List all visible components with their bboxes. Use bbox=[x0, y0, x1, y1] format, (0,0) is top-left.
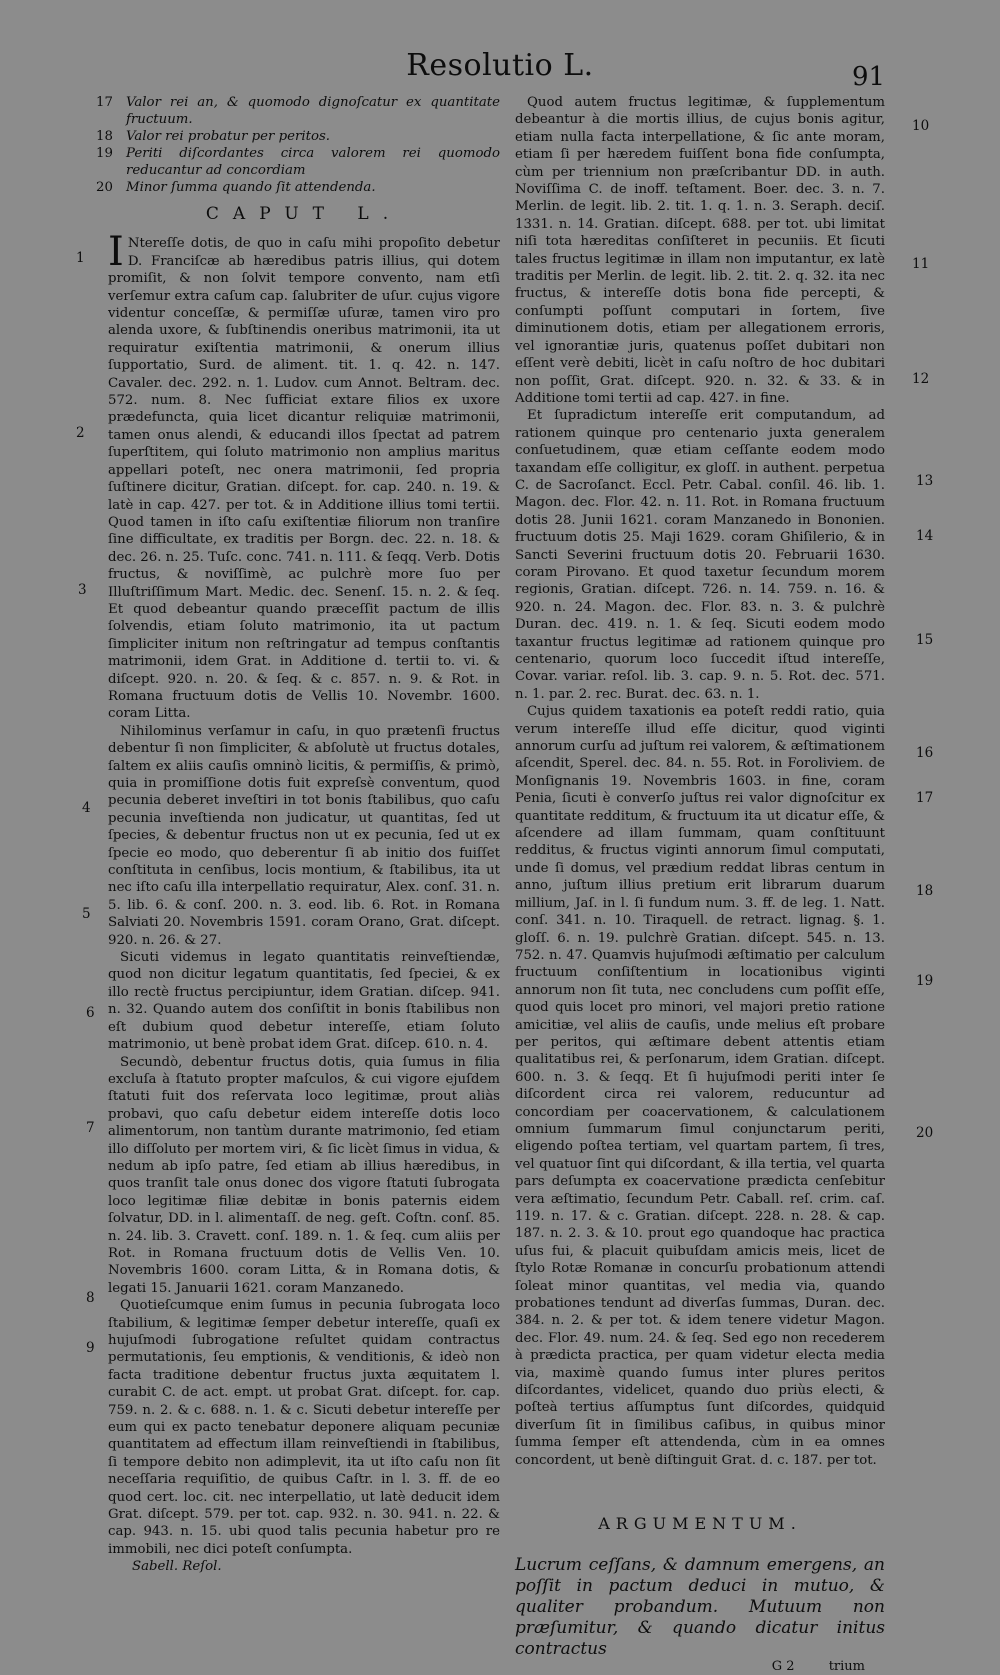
margin-number: 4 bbox=[82, 800, 91, 816]
margin-number: 5 bbox=[82, 906, 91, 922]
running-title: Resolutio L. bbox=[406, 48, 594, 83]
paragraph: Nihilominus verſamur in caſu, in quo prætenſi fructus debentur ſi non ſimpliciter, & abſolutè ut fructus dotales, ſaltem ex aliis cauſis omninò licitis, & permiſſis, & primò, quia in promiſſione dotis fuit expreſsè conventum, quod pecunia deberet inveſtiri in tot bonis ſtabilibus, quo caſu pecunia inveſtienda non judicatur, ut quantitas, ſed ut ſpecies, & debentur fructus non ut ex pecunia, ſed ut ex ſpecie eo modo, quo deberentur ſi ab initio dos fuiſſet conſtituta in cenſibus, locis montium, & ſtabilibus, ita ut nec iſto caſu illa interpellatio requiratur, Alex. conſ. 31. n. 5. lib. 6. & conſ. 200. n. 3. eod. lib. 6. Rot. in Romana Salviati 20. Novembris 1591. coram Orano, Grat. diſcept. 920. n. 26. & 27. bbox=[108, 723, 500, 948]
margin-number: 20 bbox=[916, 1125, 934, 1141]
summary-item bbox=[96, 179, 500, 196]
summary-number: 20 bbox=[96, 180, 113, 195]
catchword-line bbox=[515, 1658, 885, 1675]
paragraph: Quotieſcumque enim ſumus in pecunia ſubrogata loco ſtabilium, & legitimæ ſemper debetur intereſſe, quaſi ex hujuſmodi ſubrogatione reſultet quidam contractus permutationis, ſeu emptionis, & venditionis, & ideò non facta traditione debentur fructus juxta æquitatem l. curabit C. de act. empt. ut probat Grat. diſcept. for. cap. 759. n. 2. & c. 688. n. 1. & c. Sicuti debetur intereſſe per eum qui ex pacto tenebatur deponere aliquam pecuniæ quantitatem ad effectum illam reinveſtiendi in ſtabilibus, ſi tempore debito non adimplevit, ita ut iſto caſu non ſit neceſſaria requiſitio, de quibus Caſtr. in l. 3. ff. de eo quod cert. loc. cit. nec interpellatio, ut latè deducit idem Grat. diſcept. 579. per tot. cap. 932. n. 30. 941. n. 22. & cap. 943. n. 15. ubi quod talis pecunia habetur pro re immobili, nec dici poteſt conſumpta. bbox=[108, 1298, 500, 1557]
margin-number: 2 bbox=[76, 425, 85, 441]
paragraph: Quod autem fructus legitimæ, & ſupplementum debeantur à die mortis illius, de cujus bonis agitur, etiam nulla facta interpellatione, & ſic ante moram, etiam ſi per hæredem fuiſſent bona fide conſumpta, cùm per triennium non præſcribantur DD. in auth. Noviſſima C. de inoff. teſtament. Boer. dec. 3. n. 7. Merlin. de legit. lib. 2. tit. 1. q. 1. n. 3. Seraph. deciſ. 1331. n. 14. Gratian. diſcept. 688. per tot. ubi limitat niſi tota hæreditas conſiſteret in pecuniis. Et ſicuti tales fructus legitimæ in illam non imputantur, ex latè traditis per Merlin. de legit. lib. 2. tit. 2. q. 32. ita nec fructus, & intereſſe dotis bona fide percepti, & conſumpti poſſunt computari in ſortem, ſive diminutionem dotis, etiam per allegationem erroris, vel ignorantiæ juris, quatenus poſſet dubitari non eſſent verè debiti, licèt in caſu noſtro de hoc dubitari non poſſit, Grat. diſcept. 920. n. 32. & 33. & in Additione tomi tertii ad cap. 427. in fine. bbox=[515, 95, 885, 406]
summary-number: 18 bbox=[96, 129, 113, 144]
margin-number: 1 bbox=[76, 250, 85, 266]
margin-number: 19 bbox=[916, 973, 934, 989]
margin-number: 6 bbox=[86, 1005, 95, 1021]
chapter-heading: CAPUT L. bbox=[205, 204, 403, 224]
argument-text: Lucrum ceſſans, & damnum emergens, an poſſit in pactum deduci in mutuo, & qualiter probandum. Mutuum non præſumitur, & quando dicatur initus contractus bbox=[515, 1554, 885, 1659]
margin-number: 8 bbox=[86, 1290, 95, 1306]
margin-number: 13 bbox=[916, 473, 934, 489]
signature-mark: G 2 bbox=[771, 1658, 795, 1674]
chapter-summary bbox=[96, 94, 500, 196]
summary-item bbox=[96, 128, 500, 145]
right-column bbox=[515, 94, 885, 1675]
initial-letter: I bbox=[108, 229, 124, 276]
page-number: 91 bbox=[852, 62, 886, 92]
paragraph: Et ſupradictum intereſſe erit computandum, ad rationem quinque pro centenario juxta generalem conſuetudinem, quæ etiam ceſſante eodem modo taxandam eſſe colligitur, ex gloſſ. in authent. perpetua C. de Sacroſanct. Eccl. Petr. Cabal. conſil. 46. lib. 1. Magon. dec. Flor. 42. n. 11. Rot. in Romana fructuum dotis 28. Junii 1621. coram Manzanedo in Bononien. fructuum dotis 25. Maji 1629. coram Ghiſilerio, & in Sancti Severini fructuum dotis 20. Februarii 1630. coram Pirovano. Et quod taxetur ſecundum morem regionis, Gratian. diſcept. 726. n. 14. 759. n. 16. & 920. n. 24. Magon. dec. Flor. 83. n. 3. & pulchrè Duran. dec. 419. n. 1. & ſeq. Sicuti eodem modo taxantur fructus legitimæ ad rationem quinque pro centenario, quorum loco ſuccedit iſtud intereſſe, Covar. variar. reſol. lib. 3. cap. 9. n. 5. Rot. dec. 571. n. 1. par. 2. rec. Burat. dec. 63. n. 1. bbox=[515, 408, 885, 702]
summary-number: 17 bbox=[96, 95, 113, 110]
paragraph: Sicuti videmus in legato quantitatis reinveſtiendæ, quod non dicitur legatum quantitatis, ſed ſpeciei, & ex illo rectè fructus percipiuntur, idem Gratian. diſcep. 941. n. 32. Quando autem dos conſiſtit in bonis ſtabilibus non eſt dubium quod debetur intereſſe, etiam ſoluto matrimonio, ut benè probat idem Grat. diſcep. 610. n. 4. bbox=[108, 950, 500, 1053]
summary-text: Valor rei probatur per peritos. bbox=[126, 129, 331, 144]
argument-heading: ARGUMENTUM. bbox=[598, 1514, 802, 1534]
paragraph-text: Ntereſſe dotis, de quo in caſu mihi propoſito debetur D. Franciſcæ ab hæredibus patris illius, qui dotem promiſit, & non ſolvit tempore convento, nam etſi verſemur extra caſum cap. ſalubriter de uſur. cujus vigore videntur conceſſæ, & permiſſæ uſuræ, tamen viro pro alenda uxore, & ſubſtinendis oneribus matrimonii, ita ut requiratur exiſtentia matrimonii, & onerum illius ſupportatio, Surd. de aliment. tit. 1. q. 42. n. 147. Cavaler. dec. 292. n. 1. Ludov. cum Annot. Beltram. dec. 572. num. 8. Nec ſufficiat extare filios ex uxore prædefuncta, quia licet dicantur reliquiæ matrimonii, tamen onus alendi, & educandi illos ſpectat ad patrem ſuperſtitem, qui ſoluto matrimonio non amplius maritus appellari poteſt, nec onera matrimonii, ſed propria ſuſtinere dicitur, Gratian. diſcept. for. cap. 240. n. 19. & latè in cap. 427. per tot. & in Additione illius tomi tertii. Quod tamen in iſto caſu exiſtentiæ filiorum non tranſire ſine difficultate, ex traditis per Borgn. dec. 22. n. 18. & dec. 26. n. 25. Tuſc. conc. 741. n. 111. & ſeqq. Verb. Dotis fructus, & noviſſimè, ac pulchrè more ſuo per Illuſtriſſimum Mart. Medic. dec. Senenſ. 15. n. 2. & ſeq. Et quod debeantur quando præceſſit pactum de illis ſolvendis, etiam ſoluto matrimonio, ita ut pactum ſimpliciter initum non reſtringatur ad tempus conſtantis matrimonii, idem Grat. in Additione d. tertii to. vi. & diſcept. 920. n. 20. & ſeq. & c. 857. n. 9. & Rot. in Romana fructuum dotis de Vellis 10. Novembr. 1600. coram Litta. bbox=[108, 236, 500, 722]
margin-number: 18 bbox=[916, 883, 934, 899]
summary-item bbox=[96, 94, 500, 128]
margin-number: 9 bbox=[86, 1340, 95, 1356]
margin-number: 10 bbox=[912, 118, 930, 134]
left-column bbox=[96, 94, 500, 1576]
summary-number: 19 bbox=[96, 146, 113, 161]
margin-number: 3 bbox=[78, 582, 87, 598]
paragraph bbox=[108, 229, 500, 722]
margin-number: 7 bbox=[86, 1120, 95, 1136]
summary-item bbox=[96, 145, 500, 179]
margin-number: 14 bbox=[916, 528, 934, 544]
summary-text: Periti diſcordantes circa valorem rei quomodo reducantur ad concordiam bbox=[126, 146, 500, 178]
paragraph: Secundò, debentur fructus dotis, quia ſumus in filia excluſa à ſtatuto propter maſculos, & cui vigore ejuſdem ſtatuti fuit dos reſervata loco legitimæ, prout aliàs probavi, quo caſu debetur eidem intereſſe dotis loco alimentorum, non tantùm durante matrimonio, ſed etiam illo diſſoluto per mortem viri, & ſic licèt ſimus in vidua, & nedum ab ipſo patre, ſed etiam ab illius hæredibus, in quos tranſit tale onus donec dos vigore ſtatuti ſubrogata loco legitimæ filiæ debitæ in bonis paternis eidem ſolvatur, DD. in l. alimentaſſ. de neg. geſt. Coſtn. conſ. 85. n. 24. lib. 3. Cravett. conſ. 189. n. 1. & ſeq. cum aliis per Rot. in Romana fructuum dotis de Vellis Ven. 10. Novembris 1600. coram Litta, & in Romana dotis, & legati 15. Januarii 1621. coram Manzanedo. bbox=[108, 1054, 500, 1296]
margin-number: 11 bbox=[912, 256, 930, 272]
margin-number: 12 bbox=[912, 371, 930, 387]
margin-number: 16 bbox=[916, 745, 934, 761]
signature-mark: Sabell. Reſol. bbox=[132, 1559, 222, 1575]
margin-number: 17 bbox=[916, 790, 934, 806]
margin-number: 15 bbox=[916, 632, 934, 648]
catchword: trium bbox=[828, 1658, 865, 1674]
summary-text: Valor rei an, & quomodo dignoſcatur ex quantitate fructuum. bbox=[126, 95, 500, 127]
paragraph: Cujus quidem taxationis ea poteſt reddi ratio, quia verum intereſſe illud eſſe dicitur, quod viginti annorum curſu ad juſtum rei valorem, & æſtimationem aſcendit, Sperel. dec. 84. n. 55. Rot. in Foroliviem. de Monſignanis 19. Novembris 1603. in fine, coram Penia, ſicuti è converſo juſtus rei valor dignoſcitur ex quantitate redditum, & fructuum ita ut dicatur eſſe, & aſcendere ad illam ſummam, quam conſtituunt redditus, & fructus viginti annorum ſimul computati, unde ſi domus, vel prædium reddat libras centum in anno, juſtum illius pretium erit librarum duarum millium, Jaſ. in l. ſi fundum num. 3. ff. de leg. 1. Natt. conſ. 341. n. 10. Tiraquell. de retract. lignag. §. 1. gloſſ. 6. n. 19. pulchrè Gratian. diſcept. 545. n. 13. 752. n. 47. Quamvis hujuſmodi æſtimatio per calculum fructuum conſiſtentium in locationibus viginti annorum non ſit tuta, nec concludens cum poſſit eſſe, quod quis locet pro minori, vel majori pretio ratione amicitiæ, vel aliis de cauſis, unde melius eſt probare per peritos, qui æſtimare debent attentis etiam qualitatibus rei, & perſonarum, idem Gratian. diſcept. 600. n. 3. & ſeqq. Et ſi hujuſmodi periti inter ſe diſcordent circa rei valorem, reducuntur ad concordiam per coacervationem, & calculationem omnium ſummarum ſimul conjunctarum periti, eligendo poſtea tertiam, vel quartam partem, ſi tres, vel quatuor ſint qui diſcordant, & illa tertia, vel quarta pars deſumpta ex coacervatione prædicta cenſebitur vera æſtimatio, ſecundum Petr. Caball. reſ. crim. caſ. 119. n. 17. & c. Gratian. diſcept. 228. n. 28. & cap. 187. n. 2. 3. & 10. prout ego quandoque hac practica uſus fui, & placuit quibuſdam amicis meis, licet de ſtylo Rotæ Romanæ in concurſu probationum attendi ſoleat minor quantitas, vel media via, quando probationes tendunt ad diverſas ſummas, Duran. dec. 384. n. 2. & per tot. & idem tenere videtur Magon. dec. Flor. 49. num. 24. & ſeq. Sed ego non recederem à prædicta practica, per quam videtur electa media via, maximè quando ſumus inter plures peritos diſcordantes, videlicet, quando duo priùs electi, & poſteà tertius aſſumptus ſunt diſcordes, quidquid diverſum ſit in ſimilibus caſibus, in quibus minor ſumma ſemper eſt attendenda, cùm in ea omnes concordent, ut benè diſtinguit Grat. d. c. 187. per tot. bbox=[515, 704, 885, 1468]
summary-text: Minor ſumma quando ſit attendenda. bbox=[126, 180, 376, 195]
